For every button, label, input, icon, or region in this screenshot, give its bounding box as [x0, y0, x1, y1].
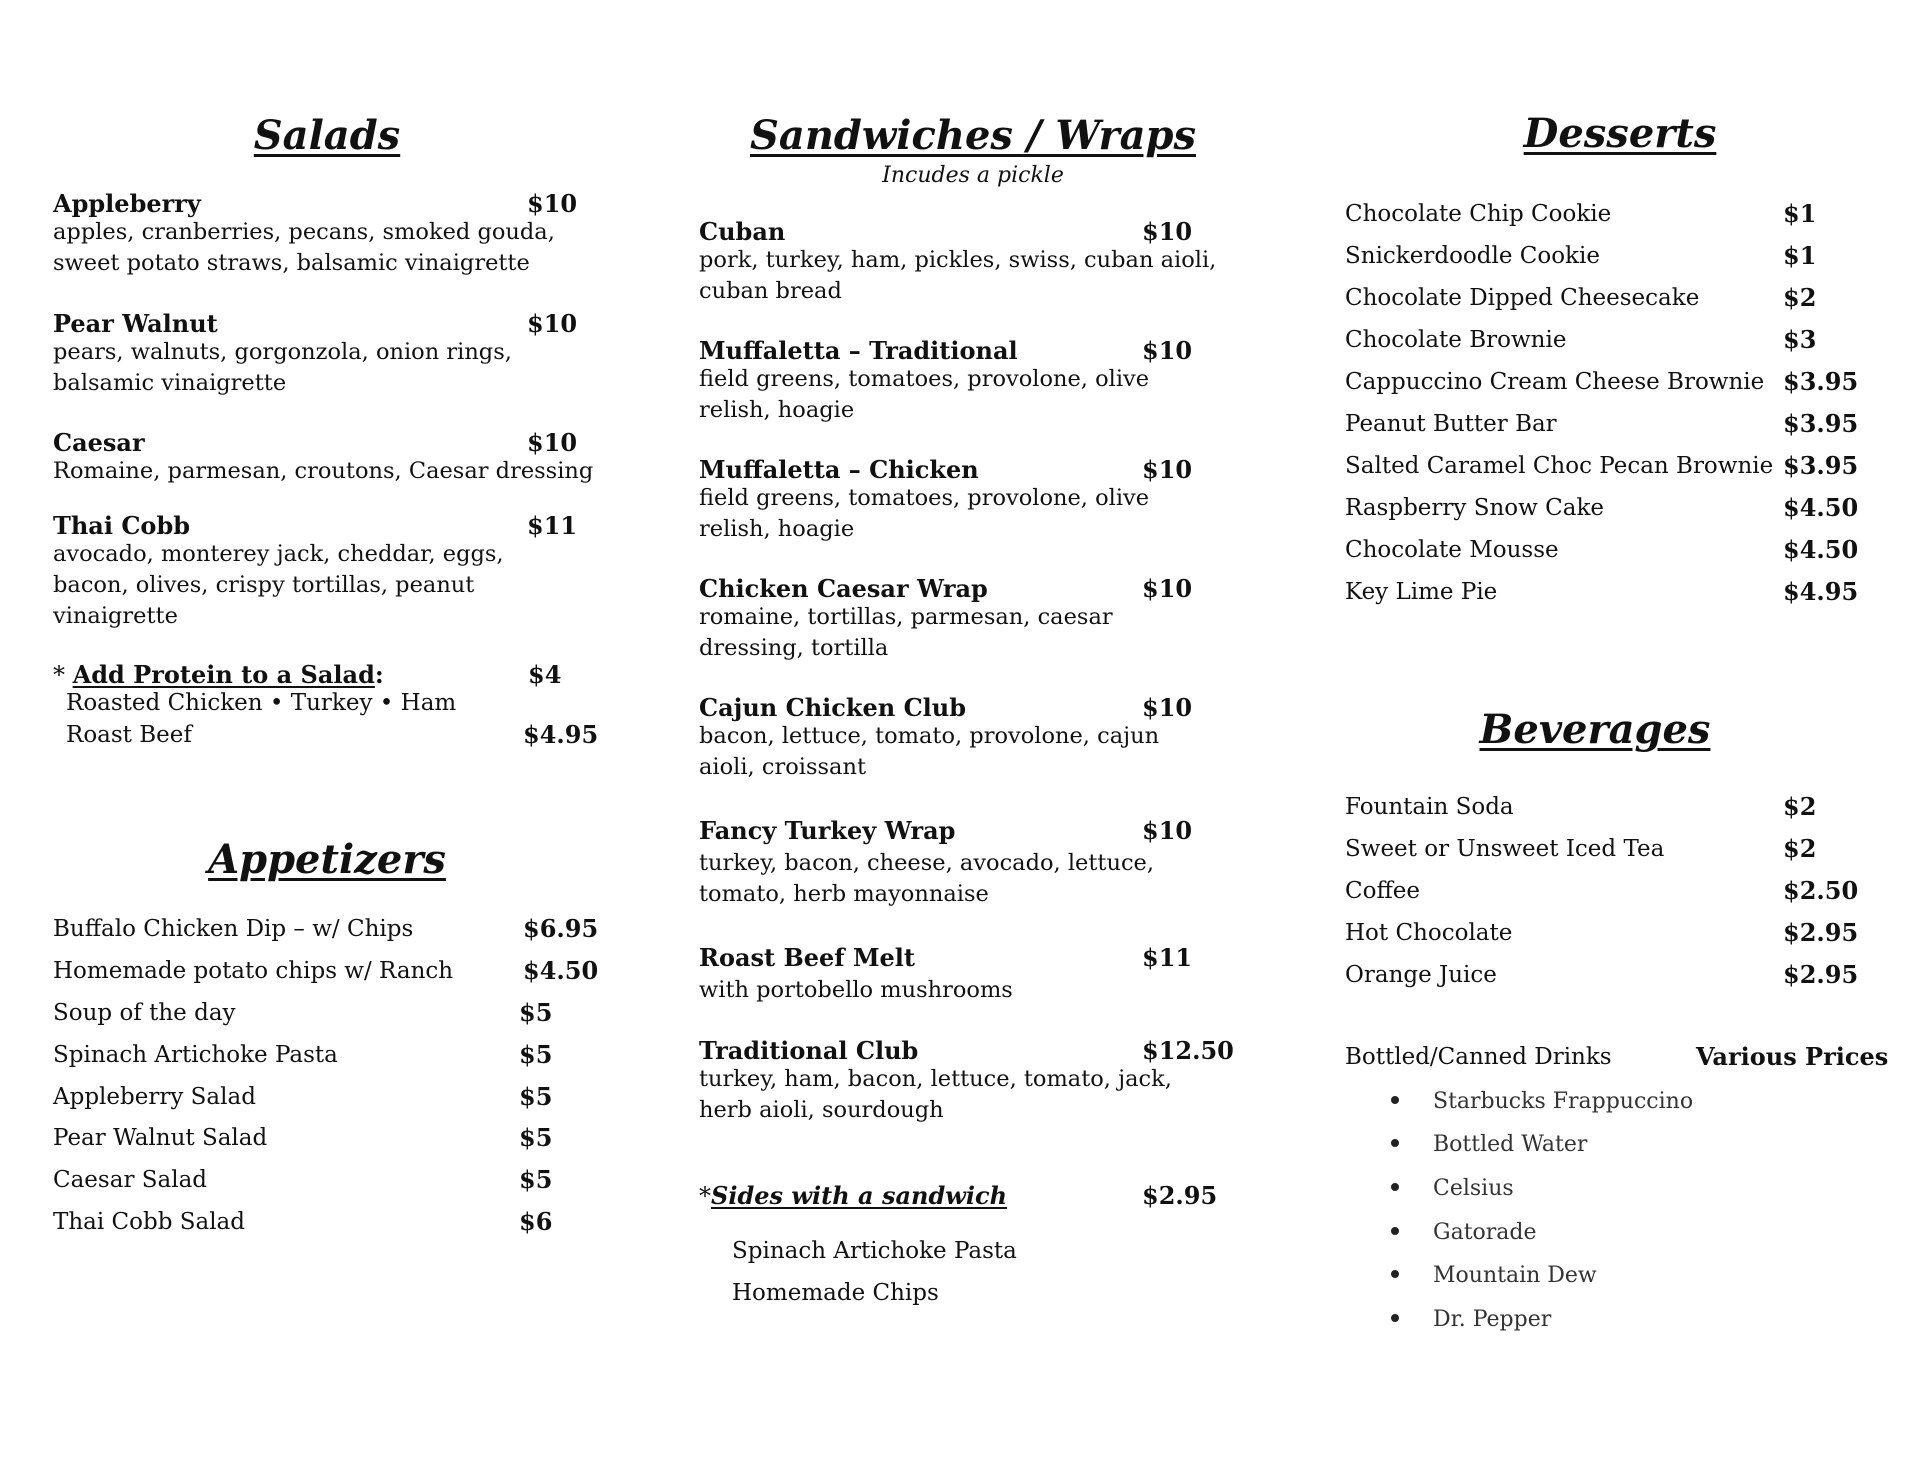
list-item: Chocolate Chip Cookie [1345, 201, 1612, 227]
list-item-price: $5 [519, 1040, 553, 1069]
bottled-label: Bottled/Canned Drinks [1345, 1044, 1612, 1070]
list-item-price: $1 [1783, 241, 1817, 270]
item-price: $10 [1142, 693, 1193, 722]
list-item-price: $3.95 [1783, 451, 1859, 480]
list-item: Key Lime Pie [1345, 579, 1498, 605]
item-description: pork, turkey, ham, pickles, swiss, cuban aioli, cuban bread [699, 247, 1217, 304]
item-price: $11 [1142, 943, 1193, 972]
protein-roast-beef-price: $4.95 [523, 720, 599, 749]
item-price: $10 [527, 428, 578, 457]
list-item: Thai Cobb Salad [53, 1209, 245, 1235]
list-item-price: $5 [519, 998, 553, 1027]
list-item: Cappuccino Cream Cheese Brownie [1345, 369, 1765, 395]
list-item-price: $5 [519, 1082, 553, 1111]
item-description: field greens, tomatoes, provolone, olive relish, hoagie [699, 366, 1150, 423]
bottled-price: Various Prices [1696, 1042, 1889, 1071]
list-item-price: $3.95 [1783, 409, 1859, 438]
item-name: Roast Beef Melt [699, 943, 915, 972]
item-description: turkey, bacon, cheese, avocado, lettuce, tomato, herb mayonnaise [699, 850, 1155, 907]
side-item: Spinach Artichoke Pasta [732, 1238, 1017, 1264]
list-item: Starbucks Frappuccino [1391, 1087, 1693, 1117]
list-item: Coffee [1345, 878, 1421, 904]
bullet-icon [1391, 1139, 1399, 1147]
salads-heading: Salads [253, 112, 401, 159]
list-item-price: $3.95 [1783, 367, 1859, 396]
list-item-price: $2 [1783, 283, 1817, 312]
item-price: $10 [527, 189, 578, 218]
list-item: Appleberry Salad [53, 1084, 256, 1110]
bullet-icon [1391, 1270, 1399, 1278]
protein-price: $4 [528, 660, 562, 689]
item-description: field greens, tomatoes, provolone, olive relish, hoagie [699, 485, 1150, 542]
item-name: Cuban [699, 217, 786, 246]
sides-title: Sides with a sandwich [711, 1181, 1008, 1210]
list-item: Homemade potato chips w/ Ranch [53, 958, 454, 984]
item-description: with portobello mushrooms [699, 977, 1013, 1003]
beverages-heading: Beverages [1479, 706, 1711, 753]
item-price: $10 [1142, 816, 1193, 845]
bullet-icon [1391, 1314, 1399, 1322]
list-item-price: $4.50 [523, 956, 599, 985]
item-name: Muffaletta – Chicken [699, 455, 979, 484]
list-item-price: $2 [1783, 834, 1817, 863]
list-item: Hot Chocolate [1345, 920, 1513, 946]
item-description: bacon, lettuce, tomato, provolone, cajun aioli, croissant [699, 723, 1160, 780]
desserts-heading: Desserts [1523, 110, 1717, 157]
bullet-icon [1391, 1183, 1399, 1191]
list-item-price: $6 [519, 1207, 553, 1236]
list-item: Mountain Dew [1391, 1261, 1597, 1291]
protein-roast-beef: Roast Beef [66, 722, 192, 748]
add-protein-title: Add Protein to a Salad [72, 660, 375, 689]
item-price: $10 [1142, 455, 1193, 484]
list-item-price: $6.95 [523, 914, 599, 943]
item-price: $12.50 [1142, 1036, 1234, 1065]
item-name: Appleberry [53, 189, 201, 218]
item-price: $10 [1142, 217, 1193, 246]
item-description: avocado, monterey jack, cheddar, eggs, bacon, olives, crispy tortillas, peanut vinaigrette [53, 541, 504, 629]
list-item: Orange Juice [1345, 962, 1497, 988]
asterisk: * [699, 1182, 711, 1210]
list-item: Caesar Salad [53, 1167, 208, 1193]
item-name: Fancy Turkey Wrap [699, 816, 956, 845]
list-item: Peanut Butter Bar [1345, 411, 1557, 437]
list-item: Celsius [1391, 1174, 1514, 1204]
item-price: $10 [527, 309, 578, 338]
list-item-price: $2.95 [1783, 918, 1859, 947]
item-name: Thai Cobb [53, 511, 191, 540]
list-item: Chocolate Dipped Cheesecake [1345, 285, 1700, 311]
list-item: Raspberry Snow Cake [1345, 495, 1604, 521]
item-price: $11 [527, 511, 578, 540]
item-price: $10 [1142, 574, 1193, 603]
list-item-price: $2.95 [1783, 960, 1859, 989]
asterisk: * [53, 661, 73, 689]
list-item-price: $5 [519, 1165, 553, 1194]
item-description: pears, walnuts, gorgonzola, onion rings, balsamic vinaigrette [53, 339, 512, 396]
list-item: Chocolate Mousse [1345, 537, 1559, 563]
list-item: Fountain Soda [1345, 794, 1514, 820]
item-name: Pear Walnut [53, 309, 218, 338]
list-item-price: $2.50 [1783, 876, 1859, 905]
item-name: Traditional Club [699, 1036, 919, 1065]
list-item: Gatorade [1391, 1218, 1537, 1248]
list-item: Chocolate Brownie [1345, 327, 1567, 353]
sandwiches-subtitle: Incudes a pickle [882, 163, 1064, 188]
list-item-price: $1 [1783, 199, 1817, 228]
appetizers-heading: Appetizers [208, 836, 446, 883]
item-name: Muffaletta – Traditional [699, 336, 1018, 365]
list-item: Dr. Pepper [1391, 1305, 1551, 1335]
list-item-price: $4.95 [1783, 577, 1859, 606]
protein-options: Roasted Chicken • Turkey • Ham [66, 690, 457, 716]
item-name: Cajun Chicken Club [699, 693, 967, 722]
bullet-icon [1391, 1096, 1399, 1104]
item-name: Chicken Caesar Wrap [699, 574, 988, 603]
list-item-price: $4.50 [1783, 493, 1859, 522]
side-item: Homemade Chips [732, 1280, 939, 1306]
list-item: Buffalo Chicken Dip – w/ Chips [53, 916, 414, 942]
item-description: turkey, ham, bacon, lettuce, tomato, jack, herb aioli, sourdough [699, 1066, 1172, 1123]
list-item: Pear Walnut Salad [53, 1125, 268, 1151]
list-item: Salted Caramel Choc Pecan Brownie [1345, 453, 1774, 479]
list-item: Soup of the day [53, 1000, 236, 1026]
item-description: romaine, tortillas, parmesan, caesar dressing, tortilla [699, 604, 1113, 661]
item-description: Romaine, parmesan, croutons, Caesar dressing [53, 458, 594, 484]
list-item: Spinach Artichoke Pasta [53, 1042, 338, 1068]
list-item: Sweet or Unsweet Iced Tea [1345, 836, 1665, 862]
bullet-icon [1391, 1227, 1399, 1235]
item-description: apples, cranberries, pecans, smoked gouda, sweet potato straws, balsamic vinaigrette [53, 219, 555, 276]
sandwiches-heading: Sandwiches / Wraps [750, 112, 1196, 159]
list-item-price: $5 [519, 1123, 553, 1152]
colon: : [374, 660, 384, 689]
list-item-price: $4.50 [1783, 535, 1859, 564]
sides-price: $2.95 [1142, 1181, 1218, 1210]
list-item: Snickerdoodle Cookie [1345, 243, 1600, 269]
item-name: Caesar [53, 428, 145, 457]
item-price: $10 [1142, 336, 1193, 365]
list-item-price: $2 [1783, 792, 1817, 821]
list-item-price: $3 [1783, 325, 1817, 354]
list-item: Bottled Water [1391, 1130, 1587, 1160]
